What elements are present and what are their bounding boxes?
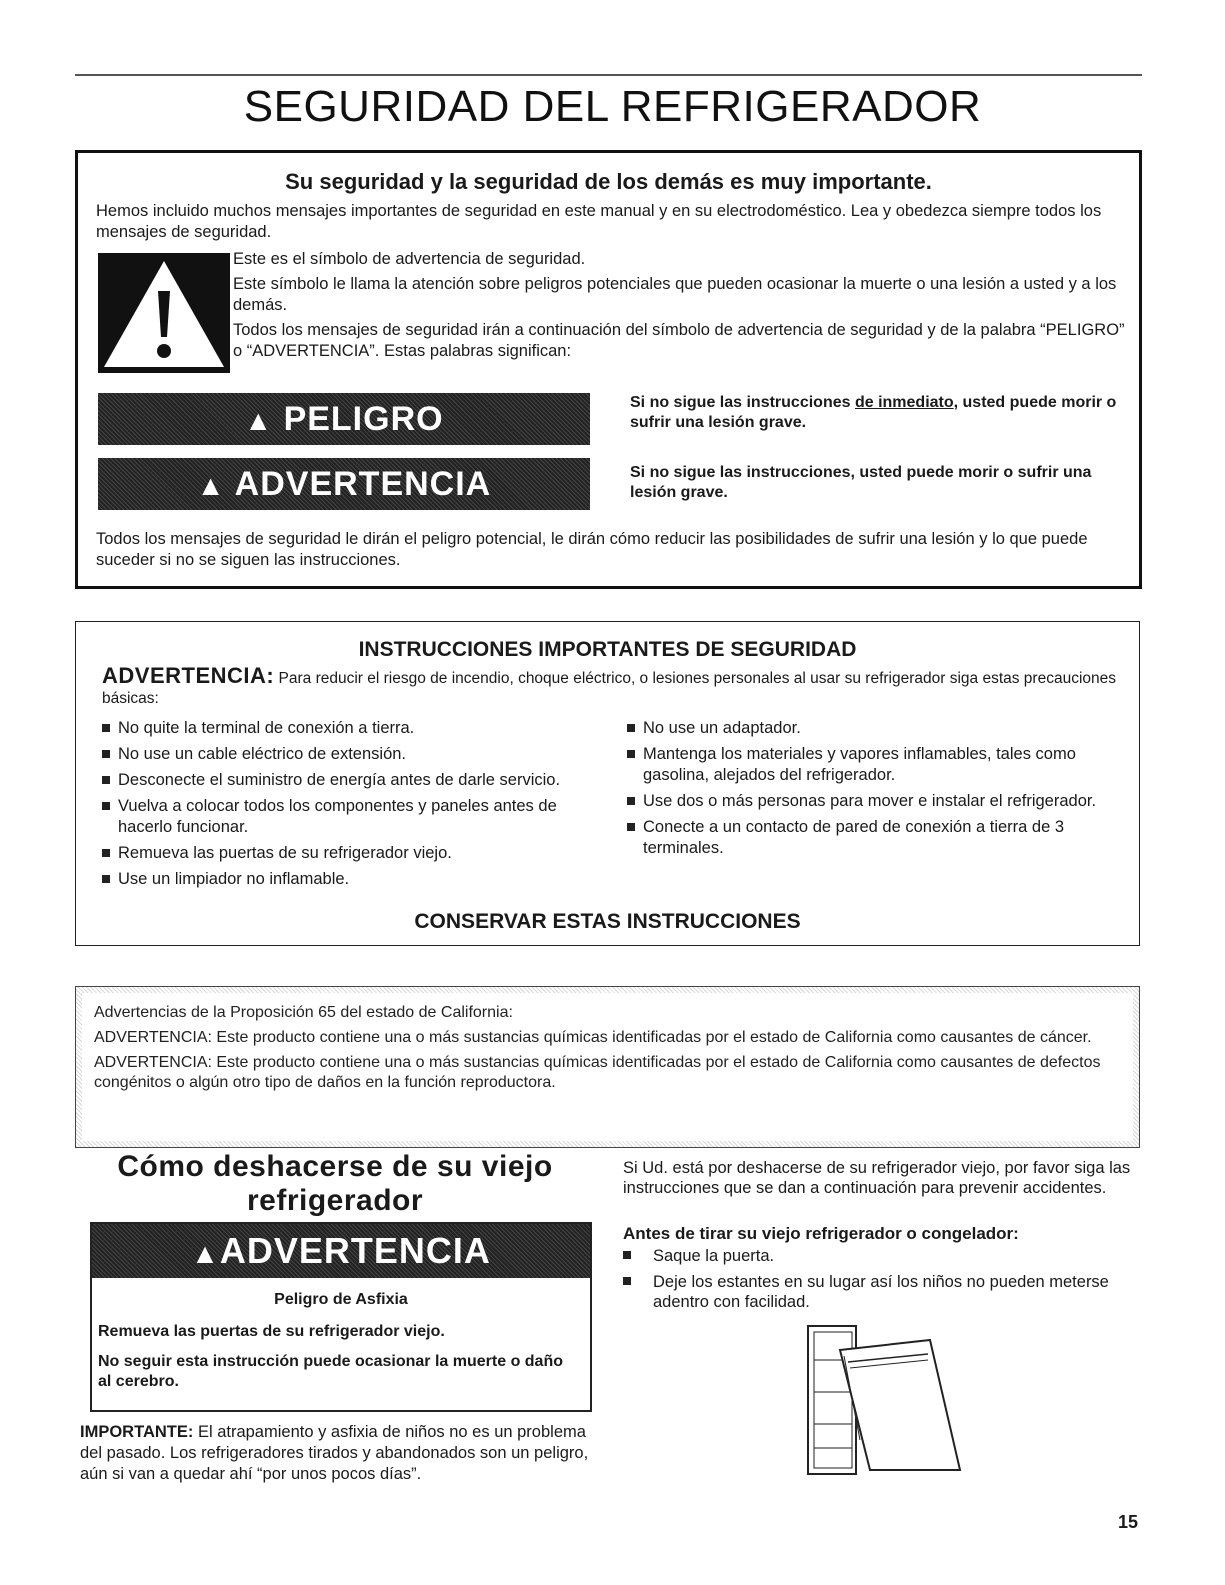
advertencia-word: ADVERTENCIA: bbox=[102, 663, 275, 688]
alert-triangle-icon: ▲ bbox=[196, 470, 226, 501]
symbol-explanation bbox=[233, 249, 1133, 366]
disposal-intro: Si Ud. está por deshacerse de su refrigerador viejo, por favor siga las instrucciones que se dan a continuación para prevenir accidentes. bbox=[623, 1159, 1131, 1197]
instructions-left-list bbox=[102, 718, 602, 895]
hazard-title: Peligro de Asfixia bbox=[274, 1291, 408, 1308]
prop65-line: ADVERTENCIA: Este producto contiene una o más sustancias químicas identificadas por el estado de California como causantes de defectos congénitos o algún otro tipo de daños en la función reproductora. bbox=[94, 1054, 1101, 1091]
peligro-text-end: , usted puede morir o sufrir una lesión grave. bbox=[630, 394, 1117, 431]
hazard-line: No seguir esta instrucción puede ocasionar la muerte o daño al cerebro. bbox=[98, 1353, 563, 1390]
peligro-meaning bbox=[630, 393, 1130, 433]
top-rule bbox=[75, 74, 1142, 76]
disposal-advertencia-label: ADVERTENCIA bbox=[219, 1230, 491, 1271]
safety-box bbox=[75, 150, 1142, 589]
safety-heading: Su seguridad y la seguridad de los demás es muy importante. bbox=[285, 169, 932, 194]
advertencia-meaning: Si no sigue las instrucciones, usted puede morir o sufrir una lesión grave. bbox=[630, 464, 1092, 501]
importante-paragraph bbox=[80, 1422, 590, 1485]
fridge-illustration-icon bbox=[800, 1320, 965, 1480]
symbol-line: Este símbolo le llama la atención sobre peligros potenciales que pueden ocasionar la muerte o una lesión a usted y a los demás. bbox=[233, 275, 1117, 314]
prop65-line: ADVERTENCIA: Este producto contiene una o más sustancias químicas identificadas por el estado de California como causantes de cáncer. bbox=[94, 1029, 1092, 1046]
list-item: Mantenga los materiales y vapores inflamables, tales como gasolina, alejados del refrigerador. bbox=[627, 744, 1127, 786]
disposal-subheading: Antes de tirar su viejo refrigerador o congelador: bbox=[623, 1224, 1019, 1243]
prop65-inner bbox=[82, 993, 1133, 1141]
instructions-box bbox=[75, 621, 1140, 946]
list-item: Use dos o más personas para mover e instalar el refrigerador. bbox=[627, 791, 1127, 812]
page-number: 15 bbox=[1118, 1512, 1139, 1532]
peligro-label: PELIGRO bbox=[283, 400, 444, 438]
warning-triangle-icon bbox=[98, 253, 230, 373]
prop65-box bbox=[75, 986, 1140, 1148]
list-item: Use un limpiador no inflamable. bbox=[102, 869, 602, 890]
list-item: Vuelva a colocar todos los componentes y paneles antes de hacerlo funcionar. bbox=[102, 796, 602, 838]
safety-footer: Todos los mensajes de seguridad le dirán el peligro potencial, le dirán cómo reducir las posibilidades de sufrir una lesión y lo que puede suceder si no se siguen las instrucciones. bbox=[96, 530, 1088, 569]
list-item: Remueva las puertas de su refrigerador viejo. bbox=[102, 843, 602, 864]
page-title: SEGURIDAD DEL REFRIGERADOR bbox=[243, 82, 982, 131]
alert-triangle-icon: ▲ bbox=[191, 1238, 220, 1269]
alert-triangle-icon: ▲ bbox=[244, 405, 274, 436]
importante-text: El atrapamiento y asfixia de niños no es un problema del pasado. Los refrigeradores tirados y abandonados son un peligro, aún si van a quedar ahí “por unos pocos días”. bbox=[80, 1423, 589, 1483]
prop65-text bbox=[94, 1003, 1114, 1098]
advertencia-text: Para reducir el riesgo de incendio, choque eléctrico, o lesiones personales al usar su refrigerador siga estas precauciones básicas: bbox=[102, 670, 1117, 707]
hazard-line: Remueva las puertas de su refrigerador viejo. bbox=[98, 1323, 445, 1340]
safety-intro: Hemos incluido muchos mensajes importantes de seguridad en este manual y en su electrodoméstico. Lea y obedezca siempre todos los mensajes de seguridad. bbox=[96, 202, 1102, 241]
symbol-line: Todos los mensajes de seguridad irán a continuación del símbolo de advertencia de seguridad y de la palabra “PELIGRO” o “ADVERTENCIA”. Estas palabras significan: bbox=[233, 321, 1125, 360]
disposal-warning-box bbox=[90, 1222, 592, 1412]
importante-label: IMPORTANTE: bbox=[80, 1423, 194, 1441]
instructions-warning bbox=[102, 663, 1122, 709]
list-item: No quite la terminal de conexión a tierra. bbox=[102, 718, 602, 739]
advertencia-banner bbox=[98, 458, 590, 510]
list-item: Saque la puerta. bbox=[623, 1246, 1143, 1266]
list-item: No use un adaptador. bbox=[627, 718, 1127, 739]
list-item: No use un cable eléctrico de extensión. bbox=[102, 744, 602, 765]
symbol-line: Este es el símbolo de advertencia de seguridad. bbox=[233, 250, 586, 268]
instructions-footer: CONSERVAR ESTAS INSTRUCCIONES bbox=[414, 910, 801, 933]
list-item: Desconecte el suministro de energía antes de darle servicio. bbox=[102, 770, 602, 791]
list-item: Deje los estantes en su lugar así los niños no pueden meterse adentro con facilidad. bbox=[623, 1272, 1143, 1312]
instructions-right-list bbox=[627, 718, 1127, 864]
disposal-advertencia-banner bbox=[92, 1224, 590, 1278]
disposal-list bbox=[623, 1246, 1143, 1318]
advertencia-label: ADVERTENCIA bbox=[234, 465, 492, 503]
instructions-heading: INSTRUCCIONES IMPORTANTES DE SEGURIDAD bbox=[358, 638, 857, 661]
peligro-banner bbox=[98, 393, 590, 445]
prop65-line: Advertencias de la Proposición 65 del estado de California: bbox=[94, 1004, 513, 1021]
peligro-text: Si no sigue las instrucciones bbox=[630, 394, 855, 411]
disposal-title: Cómo deshacerse de su viejo refrigerador bbox=[117, 1150, 553, 1217]
list-item: Conecte a un contacto de pared de conexión a tierra de 3 terminales. bbox=[627, 817, 1127, 859]
peligro-underlined: de inmediato bbox=[854, 394, 954, 411]
